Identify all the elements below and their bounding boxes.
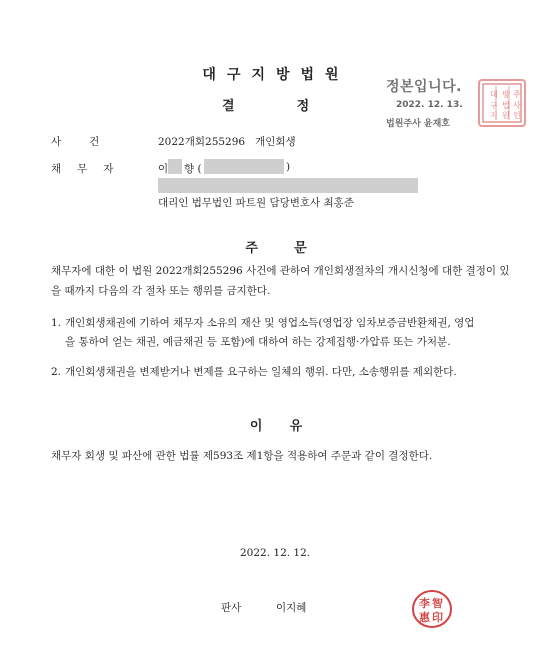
svg-text:방: 방	[502, 90, 510, 99]
order-intro: 채무자에 대한 이 법원 2022개회255296 사건에 관하여 개인회생절차의 개시신청에 대한 결정이 있을 때까지 다음의 각 절차 또는 행위를 금지한다.	[51, 265, 510, 297]
court-name: 대구지방법원	[202, 67, 350, 83]
judge-seal-graphic	[411, 589, 453, 629]
doc-type-char-2: 정	[296, 99, 310, 114]
order-item-1-text: 개인회생채권에 기하여 채무자 소유의 재산 및 영업소득(영업장 임차보증금반환채권, 영업을 통하여 얻는 채권, 예금채권 등 포함)에 대하여 하는 강제집행·가압류 또는 가처분.	[65, 317, 475, 348]
svg-text:법: 법	[502, 101, 510, 110]
certification-date: 2022. 12. 13.	[396, 100, 463, 110]
svg-text:印: 印	[432, 611, 443, 624]
court-seal	[478, 79, 526, 127]
svg-text:구: 구	[490, 101, 498, 110]
redacted-name	[168, 159, 182, 174]
certification-clerk: 법원주사 윤재호	[386, 119, 450, 129]
svg-text:원: 원	[502, 111, 510, 120]
svg-text:惠: 惠	[419, 611, 430, 624]
svg-text:대: 대	[490, 90, 498, 99]
debtor-label: 채무자	[51, 163, 130, 175]
judge-seal	[411, 589, 453, 629]
representative: 대리인 법무법인 파트원 담당변호사 최홍준	[158, 197, 354, 209]
document-type	[222, 95, 309, 114]
order-heading: 주 문	[245, 241, 307, 256]
svg-text:주: 주	[513, 90, 521, 99]
debtor-name-prefix: 이	[158, 163, 169, 175]
debtor-name-suffix: 향 (	[184, 163, 202, 175]
svg-text:지: 지	[490, 111, 498, 120]
redacted-id	[204, 159, 284, 174]
judge-name: 이지혜	[276, 602, 307, 614]
redacted-address	[158, 178, 418, 193]
svg-text:李: 李	[419, 597, 430, 610]
certification-main: 정본입니다.	[386, 79, 462, 95]
debtor-paren-close: )	[286, 161, 291, 173]
case-number: 2022개회255296 개인회생	[158, 136, 296, 148]
doc-type-char-1: 결	[222, 99, 235, 114]
judge-label: 판사	[221, 602, 242, 614]
order-item-2-number: 2.	[51, 366, 62, 378]
svg-text:사: 사	[513, 101, 521, 110]
svg-text:智: 智	[432, 597, 443, 610]
court-seal-graphic	[480, 81, 524, 125]
svg-text:인: 인	[513, 111, 521, 120]
order-item-1-number: 1.	[51, 317, 62, 329]
reason-text: 채무자 회생 및 파산에 관한 법률 제593조 제1항을 적용하여 주문과 같이 결정한다.	[51, 450, 433, 462]
case-label: 사건	[51, 136, 128, 148]
reason-heading: 이 유	[249, 419, 303, 434]
decision-date: 2022. 12. 12.	[240, 547, 311, 559]
order-item-2-text: 개인회생채권을 변제받거나 변제를 요구하는 일체의 행위. 다만, 소송행위를 제외한다.	[65, 366, 457, 378]
